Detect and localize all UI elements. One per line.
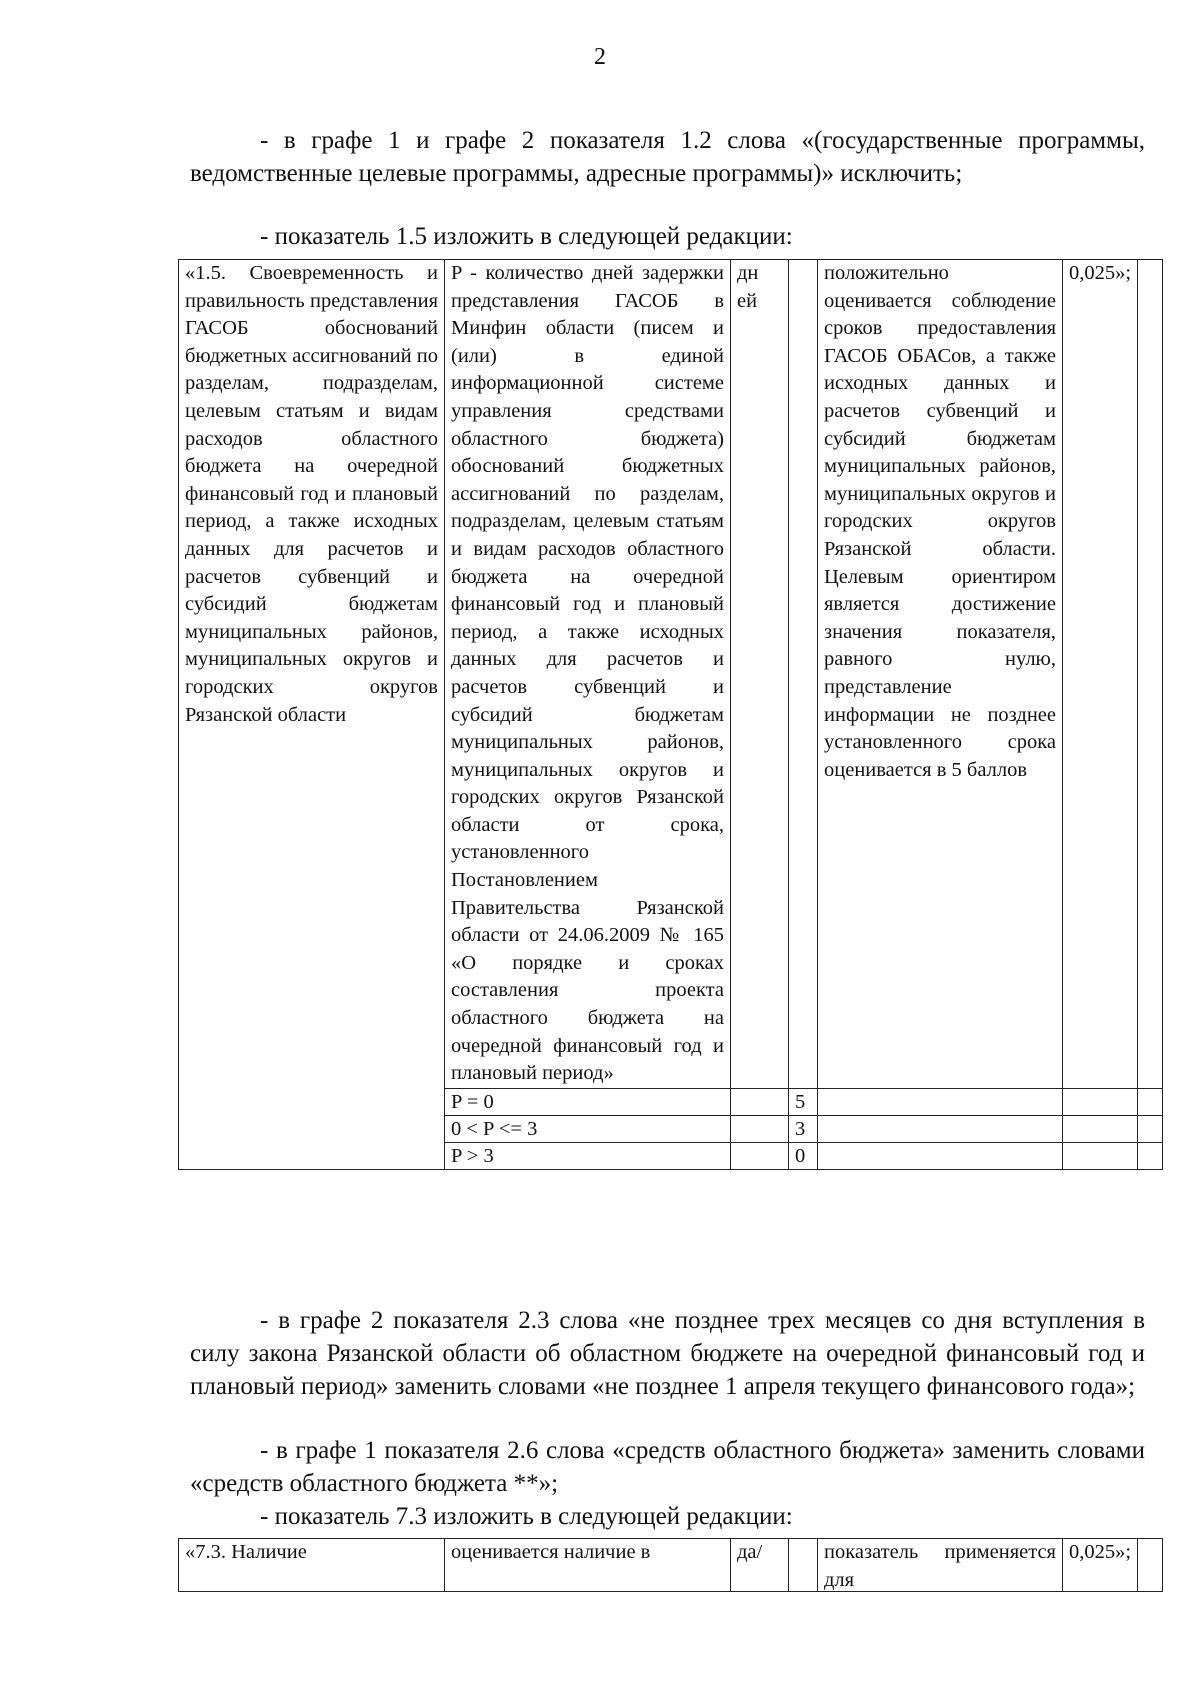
paragraph-4	[190, 1434, 1145, 1500]
unit-cell: дн ей	[731, 260, 789, 1089]
unit-cell	[731, 1539, 789, 1592]
empty-cell	[1138, 1142, 1163, 1169]
score-cell: 5	[789, 1088, 818, 1115]
table-row	[179, 1539, 1163, 1592]
empty-cell	[1138, 1088, 1163, 1115]
condition-cell: 0 < P <= 3	[445, 1115, 731, 1142]
description-cell	[818, 1539, 1063, 1592]
unit-text: да/	[737, 1541, 763, 1563]
paragraph-3	[190, 1304, 1145, 1403]
indicator-name-cell	[179, 1539, 445, 1592]
empty-cell	[731, 1142, 789, 1169]
empty-cell	[1138, 1115, 1163, 1142]
indicator-7-3-table	[178, 1538, 1163, 1592]
score-cell	[789, 260, 818, 1089]
empty-cell	[731, 1115, 789, 1142]
empty-cell	[1138, 1539, 1163, 1592]
empty-cell	[818, 1142, 1063, 1169]
weight-text: 0,025»;	[1069, 1541, 1131, 1563]
weight-cell	[1063, 1539, 1138, 1592]
empty-cell	[818, 1115, 1063, 1142]
paragraph-2-text: - показатель 1.5 изложить в следующей редакции:	[260, 223, 793, 250]
score-cell	[789, 1539, 818, 1592]
empty-cell	[1063, 1088, 1138, 1115]
condition-cell: P = 0	[445, 1088, 731, 1115]
paragraph-2	[190, 220, 1145, 253]
weight-cell: 0,025»;	[1063, 260, 1138, 1089]
condition-cell: P > 3	[445, 1142, 731, 1169]
formula-text: оценивается наличие в	[451, 1541, 651, 1563]
indicator-name-text: «7.3. Наличие	[185, 1541, 307, 1563]
empty-cell	[818, 1088, 1063, 1115]
paragraph-4-text: - в графе 1 показателя 2.6 слова «средств областного бюджета» заменить словами «средств областного бюджета **»;	[190, 1437, 1145, 1497]
empty-cell	[1063, 1115, 1138, 1142]
empty-cell	[1138, 260, 1163, 1089]
score-cell: 0	[789, 1142, 818, 1169]
paragraph-5	[190, 1500, 1145, 1533]
paragraph-3-text: - в графе 2 показателя 2.3 слова «не позднее трех месяцев со дня вступления в силу закона Рязанской области об областном бюджете на очередной финансовый год и плановый период» заменить словами «не позднее 1 апреля текущего финансового года»;	[190, 1307, 1145, 1400]
table-row	[179, 260, 1163, 1089]
empty-cell	[1063, 1142, 1138, 1169]
indicator-name-cell: «1.5. Своевременность и правильность представления ГАСОБ обоснований бюджетных ассигнований по разделам, подразделам, целевым статьям и видам расходов областного бюджета на очередной финансовый год и плановый период, а также исходных данных для расчетов и расчетов субвенций и субсидий бюджетам муниципальных районов, муниципальных округов и городских округов Рязанской области	[179, 260, 445, 1170]
paragraph-5-text: - показатель 7.3 изложить в следующей редакции:	[260, 1503, 793, 1530]
paragraph-1-text: - в графе 1 и графе 2 показателя 1.2 слова «(государственные программы, ведомственные целевые программы, адресные программы)» исключить;	[190, 127, 1145, 187]
paragraph-1	[190, 124, 1145, 190]
page-number: 2	[594, 44, 606, 70]
formula-cell: P - количество дней задержки представления ГАСОБ в Минфин области (писем и (или) в единой информационной системе управления средствами областного бюджета) обоснований бюджетных ассигнований по разделам, подразделам, целевым статьям и видам расходов областного бюджета на очередной финансовый год и плановый период, а также исходных данных для расчетов и расчетов субвенций и субсидий бюджетам муниципальных районов, муниципальных округов и городских округов Рязанской области от срока, установленного Постановлением Правительства Рязанской области от 24.06.2009 № 165 «О порядке и сроках составления проекта областного бюджета на очередной финансовый год и плановый период»	[445, 260, 731, 1089]
indicator-1-5-table	[178, 259, 1163, 1170]
description-cell: положительно оценивается соблюдение сроков предоставления ГАСОБ ОБАСов, а также исходных данных и расчетов субвенций и субсидий бюджетам муниципальных районов, муниципальных округов и городских округов Рязанской области. Целевым ориентиром является достижение значения показателя, равного нулю, представление информации не позднее установленного срока оценивается в 5 баллов	[818, 260, 1063, 1089]
description-text: показатель применяется для	[824, 1541, 1056, 1591]
formula-cell	[445, 1539, 731, 1592]
empty-cell	[731, 1088, 789, 1115]
score-cell: 3	[789, 1115, 818, 1142]
